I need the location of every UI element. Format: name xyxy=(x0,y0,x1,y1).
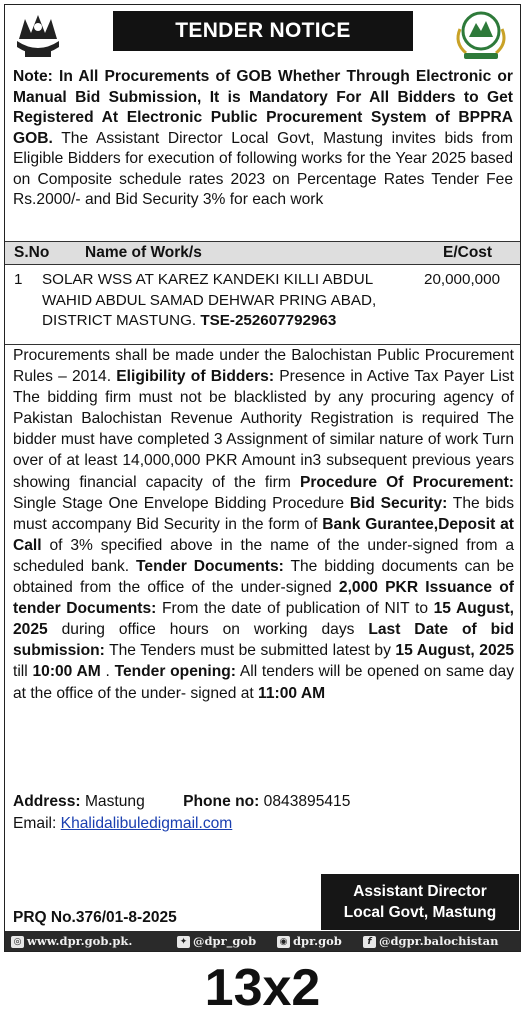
col-sno: S.No xyxy=(14,244,50,261)
intro-paragraph xyxy=(13,67,513,211)
bank-guarantee: Bank Gurantee,Deposit at Call xyxy=(13,515,514,554)
tender-notice-frame xyxy=(4,4,521,952)
text: All tenders will be opened on same day at the office of the under- signed at xyxy=(13,663,515,702)
tender-documents-heading: Tender Documents: xyxy=(136,557,284,575)
registration-note: Note: In All Procurements of GOB Whether Through Electronic or Manual Bid Submission, It is Mandatory For All Bidders to Get Registered At Electronic Public Procurement System of BPPRA GOB. xyxy=(13,68,513,147)
text: From the date of publication of NIT to xyxy=(156,600,434,618)
text: . xyxy=(100,663,115,681)
signature-box xyxy=(321,874,519,930)
bid-security-heading: Bid Security: xyxy=(349,494,448,512)
email-link[interactable]: Khalidalibuledigmail.com xyxy=(60,815,233,832)
email-line xyxy=(13,815,232,833)
website-link[interactable] xyxy=(11,934,132,948)
address-label: Address: xyxy=(13,793,81,810)
table-header xyxy=(5,241,520,265)
twitter-text: @dpr_gob xyxy=(193,934,257,948)
text: till xyxy=(13,663,33,681)
address-line xyxy=(13,793,350,811)
opening-time: 11:00 AM xyxy=(258,684,326,702)
instagram-icon: ◉ xyxy=(277,936,290,948)
text: Single Stage One Envelope Bidding Procedure xyxy=(13,494,350,512)
twitter-icon: ✦ xyxy=(177,936,190,948)
eligibility-heading: Eligibility of Bidders: xyxy=(116,368,275,386)
header xyxy=(5,5,520,67)
facebook-link[interactable] xyxy=(363,934,499,948)
text: Procurements shall be made under the Balochistan Public Procurement Rules – 2014. xyxy=(13,347,514,386)
table-row xyxy=(5,264,520,345)
col-cost: E/Cost xyxy=(443,244,493,261)
text: The bidding documents can be obtained from the office of the under-signed xyxy=(13,557,514,597)
tse-number: TSE-252607792963 xyxy=(200,312,337,329)
row-cost: 20,000,000 xyxy=(424,271,501,288)
phone-label: Phone no: xyxy=(183,793,260,810)
dgpr-logo-icon xyxy=(450,9,512,63)
phone-value: 0843895415 xyxy=(263,793,351,810)
signature-title: Assistant Director xyxy=(353,883,487,900)
tender-opening-heading: Tender opening: xyxy=(114,663,236,681)
text: during office hours on working days xyxy=(47,621,369,639)
globe-icon: ◎ xyxy=(11,936,24,948)
website-text: www.dpr.gob.pk. xyxy=(27,934,133,948)
submission-date: 15 August, 2025 xyxy=(395,642,514,660)
procedure-heading: Procedure Of Procurement: xyxy=(299,473,514,491)
text: Presence in Active Tax Payer List The bidding firm must not be blacklisted by any procuring agency of Pakistan Balochistan Revenue Authority Registration is required The bidder must have completed 3 Assignment of similar nature of work Turn over of at least 14,000,000 PKR Amount in3 subsequent previous years showing financial capacity of the firm xyxy=(13,368,515,491)
facebook-text: @dgpr.balochistan xyxy=(379,934,499,948)
signature-office: Local Govt, Mastung xyxy=(343,904,497,921)
facebook-icon: f xyxy=(363,936,376,948)
text: The Tenders must be submitted latest by xyxy=(104,642,396,660)
text: The bids must accompany Bid Security in the form of xyxy=(13,494,514,533)
instagram-link[interactable] xyxy=(277,934,342,948)
page-title: TENDER NOTICE xyxy=(113,11,413,51)
row-work xyxy=(42,270,414,332)
balochistan-emblem-icon xyxy=(11,9,65,63)
email-label: Email: xyxy=(13,815,61,832)
instagram-text: dpr.gob xyxy=(293,934,342,948)
col-name: Name of Work/s xyxy=(85,244,202,261)
row-sno: 1 xyxy=(14,271,23,288)
address-value: Mastung xyxy=(84,793,145,810)
submission-time: 10:00 AM xyxy=(32,663,101,681)
intro-text: The Assistant Director Local Govt, Mastung invites bids from Eligible Bidders for execution of following works for the Year 2025 based on Composite schedule rates 2023 on Percentage Rates Tender Fee Rs.2000/- and Bid Security 3% for each work xyxy=(13,129,513,208)
last-date-heading: Last Date of bid submission: xyxy=(13,621,514,660)
prq-number: PRQ No.376/01-8-2025 xyxy=(13,909,177,926)
work-name: SOLAR WSS AT KAREZ KANDEKI KILLI ABDUL WAHID ABDUL SAMAD DEHWAR PRING ABAD, DISTRICT MASTUNG. xyxy=(42,271,377,329)
text: of 3% specified above in the name of the under-signed from a scheduled bank. xyxy=(13,536,514,575)
issue-date: 15 August, 2025 xyxy=(13,600,514,639)
terms-paragraph xyxy=(13,345,514,704)
issuance-heading: 2,000 PKR Issuance of tender Documents: xyxy=(13,579,514,618)
footer-bar xyxy=(5,931,520,951)
ad-size-label: 13x2 xyxy=(204,959,321,1017)
twitter-link[interactable] xyxy=(177,934,256,948)
